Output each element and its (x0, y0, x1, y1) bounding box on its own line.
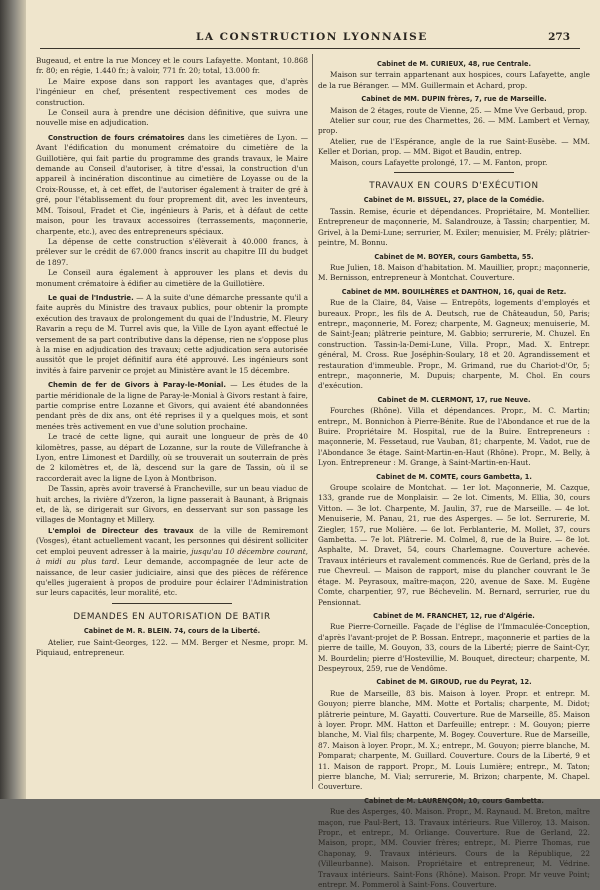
entry: Atelier sur cour, rue des Charmettes, 26. — MM. Lambert et Vernay, prop. (318, 116, 590, 136)
cabinet-heading: Cabinet de M. R. BLEIN. 74, cours de la Liberté. (83, 627, 261, 636)
deadline-text: jusqu'au 10 décembre courant, à midi au plus tard. (36, 546, 308, 567)
paragraph-text: — Les études de la partie méridionale de la ligne de Paray-le-Monial à Givors restant à faire, partie comprise entre Lozanne et Givors, qui avaient été abandonnées pendant près de dix ans, ont été reprises il y a quelques mois, et sont menées très activement en vue d'une solution prochaine. (36, 380, 308, 431)
paragraph (36, 526, 308, 599)
cabinet-heading: Cabinet de M. BOYER, cours Gambetta, 55. (374, 252, 534, 261)
paragraph: Bugeaud, et entre la rue Moncey et le cours Lafayette. Montant, 10.868 fr. 80; en régie, 1.440 fr.; à valoir, 771 fr. 20; total, 13.000 fr. (36, 56, 308, 76)
paragraph (36, 133, 308, 237)
cabinet-heading: Cabinet de MM. DUPIN frères, 7, rue de Marseille. (361, 95, 547, 104)
paragraph: La dépense de cette construction s'élèverait à 40.000 francs, à prélever sur le crédit de 67.000 francs inscrit au chapitre III du budget de 1897. (36, 236, 308, 267)
paragraph-text: Leur demande, accompagnée de leur acte de naissance, de leur casier judiciaire, ainsi que des pièces de référence qu'elles jugeraient à propos de produire pour éclairer l'Administration sur leurs capacités, leur moralité, etc. (36, 557, 308, 598)
paragraph (36, 293, 308, 376)
cabinet-heading: Cabinet de M. COMTE, cours Gambetta, 1. (376, 472, 532, 481)
entry: Groupe scolaire de Montchat. — 1er lot. Maçonnerie, M. Cazque, 133, grande rue de Monplaisir. — 2e lot. Ciments, M. Ellia, 30, cours Vitton. — 3e lot. Charpente, M. Jaulin, 37, rue de Marseille. — 4e lot. Menuiserie, M. Panau, 21, rue des Asperges. — 5e lot. Serrurerie, M. Ziegler, 157, rue Molière. — 6e lot. Ferblanterie, M. Mollet, 37, cours Gambetta. — 7e lot. Plâtrerie. M. Colmel, 8, rue de la Buire. — 8e lot. Asphalte, M. Dravet, 54, cours Charlemagne. Couverture achevée. Travaux intérieurs et ravalement commencés. Rue de Gerland, près de la rue Chevreul. — Maison de rapport, mise du plancher couvrant le 3e étage. M. Peyrasoux, maître-maçon, 220, avenue de Saxe. M. Eugène Comte, charpentier, 97, rue Béchevelin. M. Bernard, serrurier, rue du Pensionnat. (318, 483, 590, 607)
paragraph: Le Conseil aura également à approuver les plans et devis du monument crématoire à édifier au cimetière de la Guillotière. (36, 268, 308, 288)
paragraph: Le Conseil aura à prendre une décision définitive, que suivra une nouvelle mise en adjudication. (36, 108, 308, 128)
entry: Rue Pierre-Corneille. Façade de l'église de l'Immaculée-Conception, d'après l'avant-projet de P. Bossan. Entrepr., maçonnerie et parties de la pierre de taille, M. Gouyon, 33, cours de la Liberté; pierre de Saint-Cyr, M. Bourdelin; pierre d'Hostevillie, M. Bouquet, directeur; charpente, M. Despeyroux, 259, rue de Vendôme. (318, 622, 590, 673)
cabinet-heading: Cabinet de M. CLERMONT, 17, rue Neuve. (377, 395, 531, 404)
journal-title: LA CONSTRUCTION LYONNAISE (196, 31, 428, 43)
running-header (26, 31, 600, 45)
entry: Maison de 2 étages, route de Vienne, 25. — Mme Vve Gerbaud, prop. (330, 105, 587, 115)
right-column (318, 56, 590, 890)
entry: Rue des Asperges, 40. Maison. Propr., M. Raynaud. M. Breton, maître maçon, rue Paul-Bert, 13. Travaux intérieurs. Rue Villeroy, 13. Maison. Propr., et entrepr., M. Orliange. Couverture. Rue de Gerland, 22. Maison, propr., MM. Couvier frères; entrepr., M. Pierre Thomas, rue Chaponay, 9. Travaux intérieurs. Cours de la République, 22 (Villeurbanne). Maison. Propriétaire et entrepreneur, M. Védrine. Travaux intérieurs. Saint-Fons (Rhône). Maison. Propr. Mr veuve Point; entrepr. M. Pommerol à Saint-Fons. Couverture. (318, 807, 590, 890)
entry: Maison, cours Lafayette prolongé, 17. — M. Fanton, propr. (330, 157, 548, 167)
entry: Atelier, rue de l'Espérance, angle de la rue Saint-Eusèbe. — MM. Keller et Dorian, prop. — MM. Bigot et Baudin, entrep. (318, 136, 590, 157)
book-spine (0, 0, 26, 799)
heading-chemin-de-fer: Chemin de fer de Givors à Paray-le-Monial. (48, 381, 227, 390)
entry: Rue Julien, 18. Maison d'habitation. M. Mauillier, propr.; maçonnerie, M. Bernisson, entrepreneur à Montchat. Couverture. (318, 262, 590, 283)
cabinet-heading: Cabinet de MM. BOUILHÈRES et DANTHON, 16, quai de Retz. (341, 287, 567, 296)
section-title-travaux: TRAVAUX EN COURS D'EXÉCUTION (369, 181, 539, 192)
section-rule (394, 172, 514, 173)
paragraph-text: de la ville de Remiremont (Vosges), étant actuellement vacant, les personnes qui désirent solliciter cet emploi peuvent adresser à la mairie, (36, 525, 309, 556)
entry: Atelier, rue Saint-Georges, 122. — MM. Berger et Nesme, propr. M. Piquiaud, entrepreneur. (36, 637, 308, 657)
section-rule (112, 603, 232, 604)
cabinet-heading: Cabinet de M. LAURENÇON, 10, cours Gambetta. (364, 796, 544, 805)
page-number: 273 (548, 31, 570, 43)
heading-crematoires: Construction de fours crématoires (48, 133, 185, 142)
entry: Maison sur terrain appartenant aux hospices, cours Lafayette, angle de la rue Béranger. — MM. Guillermain et Achard, prop. (318, 70, 590, 90)
heading-quai: Le quai de l'Industrie. (48, 293, 134, 302)
entry: Fourches (Rhône). Villa et dépendances. Propr., M. C. Martin; entrepr., M. Bonnichon à Pierre-Bénite. Rue de l'Abondance et rue de la Buire. Propriétaire M. Hospital, rue de la Buire. Entrepreneurs : maçonnerie, M. Fessetaud, rue Vauban, 81; charpente, M. Vadot, rue de l'Abondance 3e étage. Saint-Martin-en-Haut (Rhône). Propr., M. Belly, à Lyon. Entrepreneur : M. Grange, à Saint-Martin-en-Haut. (318, 406, 590, 468)
entry: Rue de la Claire, 84, Vaise — Entrepôts, logements d'employés et bureaux. Propr., les fils de A. Deutsch, rue de Châteaudun, 50, Paris; entrepr., maçonnerie, M. Forez; charpente, M. Gagneux; menuiserie, M. de Saint-Jean; plâtrerie peinture, M. Gabbio; serrurerie, M. Chuzel. En construction. Tassin-la-Demi-Lune, Villa. Propr., Mad. X. Entrepr. général, M. Cross. Rue Joséphin-Soulary, 18 et 20. Agrandissement et restauration d'immeuble. Propr., M. Grimand, rue du Chariot-d'Or, 5; entrepr., maçonnerie, M. Dupuis; charpente, M. Chol. En cours d'exécution. (318, 298, 590, 391)
cabinet-heading: Cabinet de M. FRANCHET, 12, rue d'Algérie. (373, 611, 535, 620)
section-title-demandes: DEMANDES EN AUTORISATION DE BATIR (73, 611, 271, 622)
paragraph: Le Maire expose dans son rapport les avantages que, d'après l'ingénieur en chef, présentent respectivement ces modes de construction. (36, 76, 308, 107)
cabinet-heading: Cabinet de M. GIROUD, rue du Peyrat, 12. (376, 678, 532, 687)
paragraph-text: dans les cimetières de Lyon. — Avant l'édification du monument crématoire du cimetière de la Guillotière, qui fait partie du programme des grands travaux, le Maire demande au Conseil d'autoriser, à titre d'essai, la construction d'un appareil à incinération discontinue au cimetière de Loyasse ou de la Croix-Rousse, et, à cet effet, de l'autoriser également à traiter de gré à gré, pour l'établissement du four proprement dit, avec les inventeurs, MM. Toisoul, Fradet et Cie, ingénieurs à Paris, et à défaut de cette maison, pour les travaux accessoires (terrassements, maçonnerie, charpente, etc.), avec des entrepreneurs spéciaux. (36, 132, 308, 236)
cabinet-heading: Cabinet de M. CURIEUX, 48, rue Centrale. (377, 60, 531, 68)
paragraph-text: — A la suite d'une démarche pressante qu'il a faite auprès du Ministre des travaux publics, pour obtenir la prompte exécution des travaux de prolongement du quai de l'Industrie, M. Fleury Ravarin a reçu de M. Turrel avis que, la Ville de Lyon ayant effectué le versement de sa part contributive dans la dépense, rien ne s'oppose plus à la mise en adjudication des travaux; cette adjudication sera autorisée aussitôt que le projet définitif aura été approuvé. Les ingénieurs sont invités à faire parvenir ce projet au Ministère avant le 15 décembre. (36, 292, 308, 375)
left-column (36, 56, 308, 658)
heading-directeur: L'emploi de Directeur des travaux (48, 526, 194, 535)
paragraph (36, 380, 308, 432)
column-divider (312, 54, 313, 789)
paragraph: Le tracé de cette ligne, qui aurait une longueur de près de 40 kilomètres, passe, au départ de Lozanne, sur la route de Villefranche à Lyon, entre Limonest et Dardilly, où se trouverait un souterrain de près de 2 kilomètres et, de là, descend sur la gare de Tassin, où il se raccorderait avec la ligne de Lyon à Montbrison. (36, 432, 308, 483)
cabinet-heading: Cabinet de M. BISSUEL, 27, place de la Comédie. (363, 196, 545, 205)
entry: Rue de Marseille, 83 bis. Maison à loyer. Propr. et entrepr. M. Gouyon; pierre blanche, MM. Motte et Portalis; charpente, M. Didot; plâtrerie peinture, M. Gayatti. Couverture. Rue de Marseille, 85. Maison à loyer. Propr. MM. Hatton et Darfeuille; entrepr. : M. Gouyon; pierre blanche, M. Vial fils; charpente, M. Bogey. Couverture. Rue de Marseille, 87. Maison à loyer. Propr., M. X.; entrepr., M. Gouyon; pierre blanche, M. Pomparat; charpente, M. Guillard. Couverture. Cours de la Liberté, 9 et 11. Maison de rapport. Propr., M. Louis Lumière; entrepr., M. Taton; pierre blanche, M. Vial; serrurerie, M. Brizon; charpente, M. Chapel. Couverture. (318, 688, 590, 792)
header-rule (40, 48, 580, 49)
page (26, 0, 600, 890)
paragraph: De Tassin, après avoir traversé à Francheville, sur un beau viaduc de huit arches, la rivière d'Yzeron, la ligne passerait à Baunant, à Brignais et, de là, se dirigerait sur Givors, en desservant sur son passage les villages de Montagny et Millery. (36, 484, 308, 525)
entry: Tassin. Remise, écurie et dépendances. Propriétaire, M. Montellier. Entrepreneur de maçonnerie, M. Salandrouze, à Tassin; charpentier, M. Grivel, à la Demi-Lune; serrurier, M. Exiler; menuisier, M. Frély; plâtrier-peintre, M. Bonnu. (318, 206, 590, 248)
